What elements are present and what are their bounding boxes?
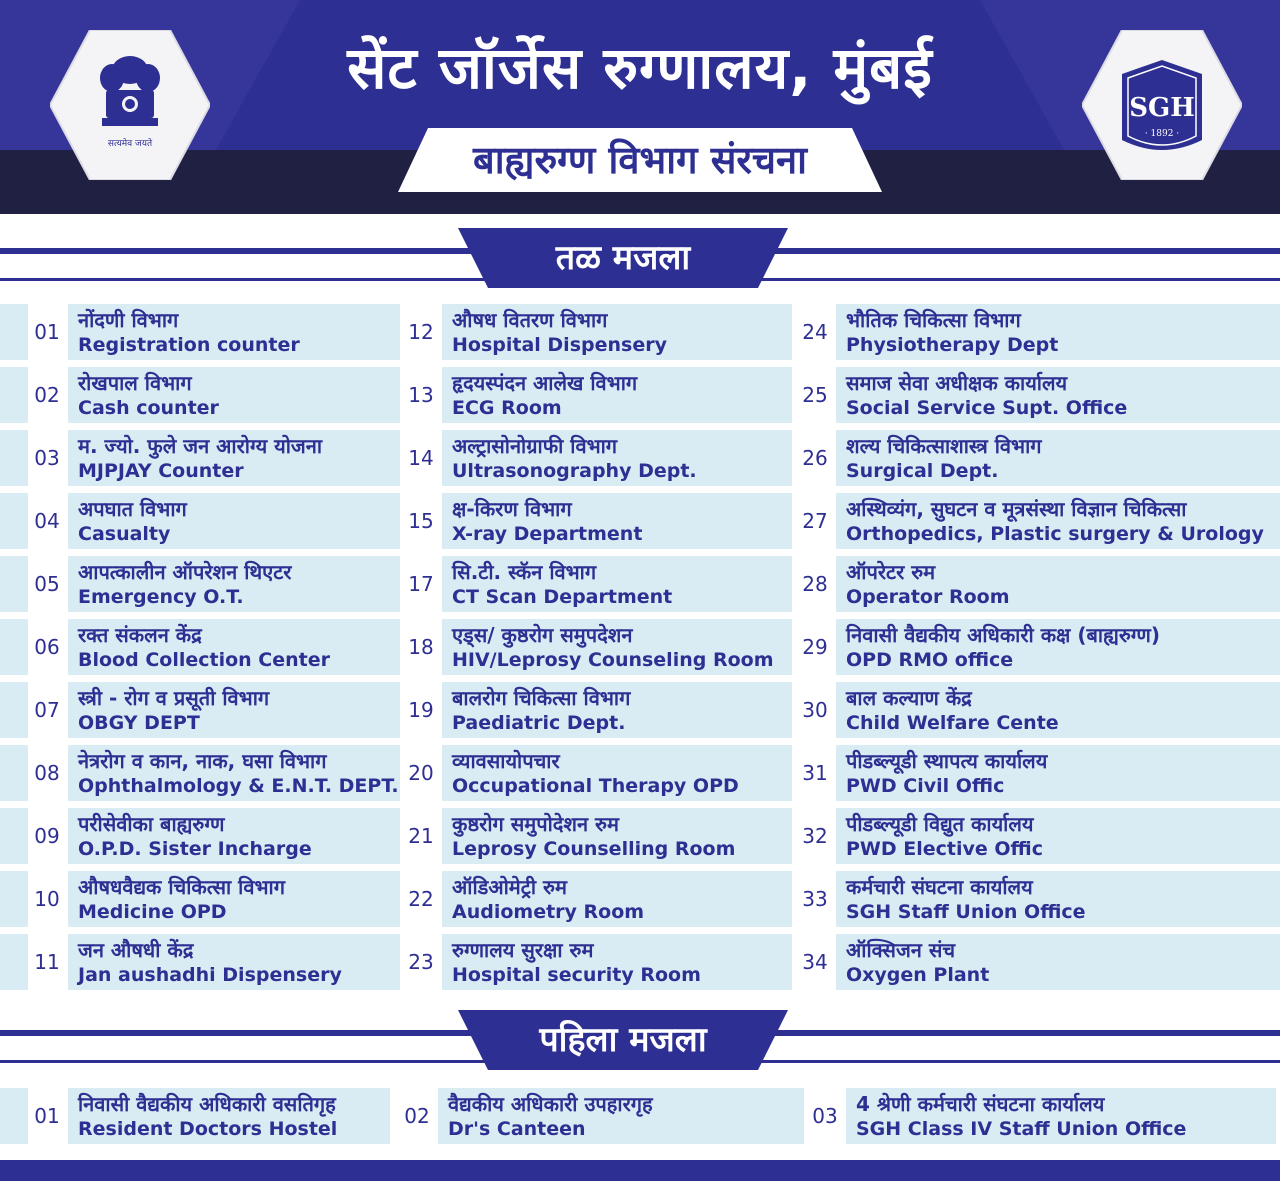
row-lead-strip	[0, 934, 28, 990]
row-lead-strip	[0, 808, 28, 864]
entry-marathi-name: वैद्यकीय अधिकारी उपहारगृह	[448, 1092, 653, 1116]
entry-number: 21	[408, 824, 434, 848]
department-entry	[402, 808, 794, 864]
entry-number: 26	[802, 446, 828, 470]
ground-floor-label: तळ मजला	[555, 238, 691, 278]
entry-box	[68, 304, 400, 360]
entry-marathi-name: रुग्णालय सुरक्षा रुम	[452, 938, 594, 962]
department-entry	[796, 430, 1280, 486]
entry-box	[836, 934, 1280, 990]
entry-english-name: Oxygen Plant	[846, 964, 990, 986]
entry-english-name: Casualty	[78, 523, 171, 545]
entry-english-name: Emergency O.T.	[78, 586, 244, 608]
department-entry	[402, 871, 794, 927]
entry-marathi-name: निवासी वैद्यकीय अधिकारी वसतिगृह	[78, 1092, 336, 1116]
entry-number: 14	[408, 446, 434, 470]
first-floor-entry	[806, 1088, 1276, 1144]
first-floor-entry	[28, 1088, 390, 1144]
department-entry	[402, 619, 794, 675]
entry-marathi-name: व्यावसायोपचार	[452, 749, 560, 773]
entry-marathi-name: औषधवैद्यक चिकित्सा विभाग	[78, 875, 285, 899]
entry-number: 12	[408, 320, 434, 344]
entry-number: 17	[408, 572, 434, 596]
entry-box	[68, 430, 400, 486]
entry-box	[836, 367, 1280, 423]
department-entry	[0, 871, 400, 927]
entry-english-name: Blood Collection Center	[78, 649, 330, 671]
entry-number: 06	[34, 635, 60, 659]
entry-english-name: Occupational Therapy OPD	[452, 775, 739, 797]
entry-number: 27	[802, 509, 828, 533]
entry-english-name: Social Service Supt. Office	[846, 397, 1128, 419]
entry-box	[836, 304, 1280, 360]
row-lead-strip	[0, 682, 28, 738]
entry-number: 13	[408, 383, 434, 407]
entry-number: 22	[408, 887, 434, 911]
entry-number: 04	[34, 509, 60, 533]
entry-box	[68, 493, 400, 549]
entry-number: 20	[408, 761, 434, 785]
entry-box	[442, 430, 792, 486]
department-entry	[402, 430, 794, 486]
entry-box	[836, 871, 1280, 927]
department-entry	[796, 682, 1280, 738]
entry-english-name: CT Scan Department	[452, 586, 673, 608]
department-entry	[796, 745, 1280, 801]
entry-english-name: Hospital security Room	[452, 964, 701, 986]
entry-number: 28	[802, 572, 828, 596]
entry-number: 07	[34, 698, 60, 722]
entry-box	[442, 682, 792, 738]
entry-box	[442, 934, 792, 990]
entry-marathi-name: एड्स/ कुष्ठरोग समुपदेशन	[452, 623, 633, 647]
entry-english-name: Medicine OPD	[78, 901, 227, 923]
entry-box	[836, 493, 1280, 549]
entry-number: 05	[34, 572, 60, 596]
entry-english-name: Physiotherapy Dept	[846, 334, 1059, 356]
entry-marathi-name: हृदयस्पंदन आलेख विभाग	[452, 371, 638, 395]
entry-box	[442, 556, 792, 612]
department-entry	[402, 304, 794, 360]
entry-box	[68, 556, 400, 612]
entry-box	[442, 304, 792, 360]
entry-marathi-name: रोखपाल विभाग	[78, 371, 192, 395]
entry-english-name: Ultrasonography Dept.	[452, 460, 697, 482]
entry-box	[442, 493, 792, 549]
entry-english-name: ECG Room	[452, 397, 562, 419]
entry-marathi-name: अल्ट्रासोनोग्राफी विभाग	[452, 434, 618, 458]
entry-number: 03	[34, 446, 60, 470]
entry-marathi-name: कर्मचारी संघटना कार्यालय	[846, 875, 1033, 899]
entry-marathi-name: ऑडिओमेट्री रुम	[452, 875, 567, 899]
entry-number: 08	[34, 761, 60, 785]
entry-number: 34	[802, 950, 828, 974]
entry-box	[836, 619, 1280, 675]
entry-number: 25	[802, 383, 828, 407]
entry-box	[442, 808, 792, 864]
entry-marathi-name: क्ष-किरण विभाग	[452, 497, 572, 521]
entry-number: 03	[812, 1104, 838, 1128]
entry-number: 15	[408, 509, 434, 533]
emblem-motto: सत्यमेव जयते	[107, 139, 153, 149]
entry-number: 29	[802, 635, 828, 659]
entry-box	[836, 682, 1280, 738]
department-entry	[0, 493, 400, 549]
department-entry	[796, 934, 1280, 990]
row-lead-strip	[0, 493, 28, 549]
entry-number: 33	[802, 887, 828, 911]
entry-number: 02	[404, 1104, 430, 1128]
entry-english-name: Registration counter	[78, 334, 300, 356]
entry-box	[836, 430, 1280, 486]
entry-box	[68, 367, 400, 423]
entry-english-name: Surgical Dept.	[846, 460, 999, 482]
department-entry	[402, 556, 794, 612]
entry-number: 19	[408, 698, 434, 722]
entry-marathi-name: भौतिक चिकित्सा विभाग	[846, 308, 1021, 332]
page-title: सेंट जॉर्जेस रुग्णालय, मुंबई	[347, 34, 933, 102]
row-lead-strip	[0, 430, 28, 486]
entry-marathi-name: जन औषधी केंद्र	[78, 938, 194, 962]
entry-number: 10	[34, 887, 60, 911]
entry-english-name: Resident Doctors Hostel	[78, 1118, 338, 1140]
department-entry	[0, 934, 400, 990]
entry-marathi-name: बालरोग चिकित्सा विभाग	[452, 686, 631, 710]
entry-marathi-name: पीडब्ल्यूडी विद्युत कार्यालय	[846, 812, 1034, 836]
entry-marathi-name: 4 श्रेणी कर्मचारी संघटना कार्यालय	[856, 1092, 1105, 1116]
department-entry	[796, 493, 1280, 549]
first-floor-label: पहिला मजला	[539, 1020, 707, 1060]
entry-marathi-name: समाज सेवा अधीक्षक कार्यालय	[846, 371, 1068, 395]
entry-box	[68, 871, 400, 927]
row-lead-strip	[0, 1088, 28, 1144]
entry-marathi-name: अपघात विभाग	[78, 497, 187, 521]
department-entry	[402, 745, 794, 801]
logo-text: SGH	[1129, 93, 1195, 123]
first-floor-entry	[398, 1088, 804, 1144]
entry-english-name: Orthopedics, Plastic surgery & Urology	[846, 523, 1264, 545]
entry-marathi-name: नोंदणी विभाग	[78, 308, 179, 332]
department-entry	[796, 871, 1280, 927]
department-entry	[402, 682, 794, 738]
entry-marathi-name: शल्य चिकित्साशास्त्र विभाग	[846, 434, 1042, 458]
department-entry	[796, 304, 1280, 360]
entry-box	[68, 745, 400, 801]
entry-box	[68, 682, 400, 738]
entry-box	[442, 619, 792, 675]
department-entry	[0, 304, 400, 360]
department-entry	[0, 745, 400, 801]
entry-english-name: SGH Staff Union Office	[846, 901, 1086, 923]
entry-english-name: SGH Class IV Staff Union Office	[856, 1118, 1187, 1140]
entry-number: 18	[408, 635, 434, 659]
entry-box	[68, 1088, 390, 1144]
entry-number: 01	[34, 320, 60, 344]
entry-marathi-name: पीडब्ल्यूडी स्थापत्य कार्यालय	[846, 749, 1048, 773]
entry-english-name: OPD RMO office	[846, 649, 1014, 671]
entry-english-name: X-ray Department	[452, 523, 643, 545]
entry-english-name: Audiometry Room	[452, 901, 645, 923]
department-entry	[0, 808, 400, 864]
entry-english-name: Child Welfare Cente	[846, 712, 1059, 734]
entry-marathi-name: परीसेवीका बाह्यरुग्ण	[78, 812, 225, 836]
national-emblem	[50, 30, 210, 180]
entry-number: 30	[802, 698, 828, 722]
entry-number: 09	[34, 824, 60, 848]
entry-number: 01	[34, 1104, 60, 1128]
entry-box	[846, 1088, 1276, 1144]
department-entry	[0, 556, 400, 612]
logo-year: · 1892 ·	[1144, 129, 1180, 139]
row-lead-strip	[0, 871, 28, 927]
entry-english-name: PWD Elective Offic	[846, 838, 1043, 860]
entry-english-name: PWD Civil Offic	[846, 775, 1005, 797]
department-entry	[796, 367, 1280, 423]
entry-box	[68, 934, 400, 990]
department-entry	[796, 556, 1280, 612]
entry-box	[442, 745, 792, 801]
entry-marathi-name: सि.टी. स्कॅन विभाग	[452, 560, 597, 584]
entry-english-name: Leprosy Counselling Room	[452, 838, 736, 860]
department-entry	[402, 934, 794, 990]
entry-box	[836, 745, 1280, 801]
entry-english-name: Jan aushadhi Dispensery	[78, 964, 342, 986]
entry-english-name: Ophthalmology & E.N.T. DEPT.	[78, 775, 399, 797]
entry-english-name: Operator Room	[846, 586, 1010, 608]
header-banner	[0, 0, 1280, 214]
entry-english-name: O.P.D. Sister Incharge	[78, 838, 312, 860]
entry-marathi-name: ऑक्सिजन संच	[846, 938, 956, 962]
entry-marathi-name: नेत्ररोग व कान, नाक, घसा विभाग	[78, 749, 327, 773]
entry-marathi-name: अस्थिव्यंग, सुघटन व मूत्रसंस्था विज्ञान चिकित्सा	[846, 497, 1187, 521]
row-lead-strip	[0, 745, 28, 801]
entry-marathi-name: आपत्कालीन ऑपरेशन थिएटर	[78, 560, 292, 584]
entry-number: 11	[34, 950, 60, 974]
page-subtitle: बाह्यरुग्ण विभाग संरचना	[473, 138, 807, 182]
entry-marathi-name: रक्त संकलन केंद्र	[78, 623, 202, 647]
row-lead-strip	[0, 367, 28, 423]
entry-english-name: Hospital Dispensery	[452, 334, 667, 356]
department-entry	[796, 619, 1280, 675]
entry-marathi-name: कुष्ठरोग समुपोदेशन रुम	[452, 812, 619, 836]
entry-number: 23	[408, 950, 434, 974]
department-entry	[0, 430, 400, 486]
entry-english-name: Dr's Canteen	[448, 1118, 586, 1140]
entry-marathi-name: ऑपरेटर रुम	[846, 560, 936, 584]
department-entry	[0, 619, 400, 675]
entry-number: 24	[802, 320, 828, 344]
entry-english-name: HIV/Leprosy Counseling Room	[452, 649, 774, 671]
entry-box	[442, 871, 792, 927]
entry-english-name: MJPJAY Counter	[78, 460, 244, 482]
entry-english-name: Cash counter	[78, 397, 219, 419]
entry-english-name: OBGY DEPT	[78, 712, 200, 734]
entry-box	[836, 556, 1280, 612]
department-entry	[0, 367, 400, 423]
entry-box	[68, 808, 400, 864]
entry-marathi-name: निवासी वैद्यकीय अधिकारी कक्ष (बाह्यरुग्ण)	[846, 623, 1161, 647]
entry-marathi-name: औषध वितरण विभाग	[452, 308, 608, 332]
department-entry	[402, 367, 794, 423]
sgh-logo	[1082, 30, 1242, 180]
entry-marathi-name: म. ज्यो. फुले जन आरोग्य योजना	[78, 434, 323, 458]
entry-number: 31	[802, 761, 828, 785]
department-entry	[0, 682, 400, 738]
entry-box	[438, 1088, 804, 1144]
entry-marathi-name: बाल कल्याण केंद्र	[846, 686, 972, 710]
entry-box	[68, 619, 400, 675]
footer-bar	[0, 1160, 1280, 1181]
row-lead-strip	[0, 556, 28, 612]
row-lead-strip	[0, 304, 28, 360]
entry-box	[836, 808, 1280, 864]
entry-box	[442, 367, 792, 423]
entry-number: 32	[802, 824, 828, 848]
department-entry	[796, 808, 1280, 864]
entry-marathi-name: स्त्री - रोग व प्रसूती विभाग	[78, 686, 270, 710]
department-entry	[402, 493, 794, 549]
entry-english-name: Paediatric Dept.	[452, 712, 626, 734]
row-lead-strip	[0, 619, 28, 675]
entry-number: 02	[34, 383, 60, 407]
